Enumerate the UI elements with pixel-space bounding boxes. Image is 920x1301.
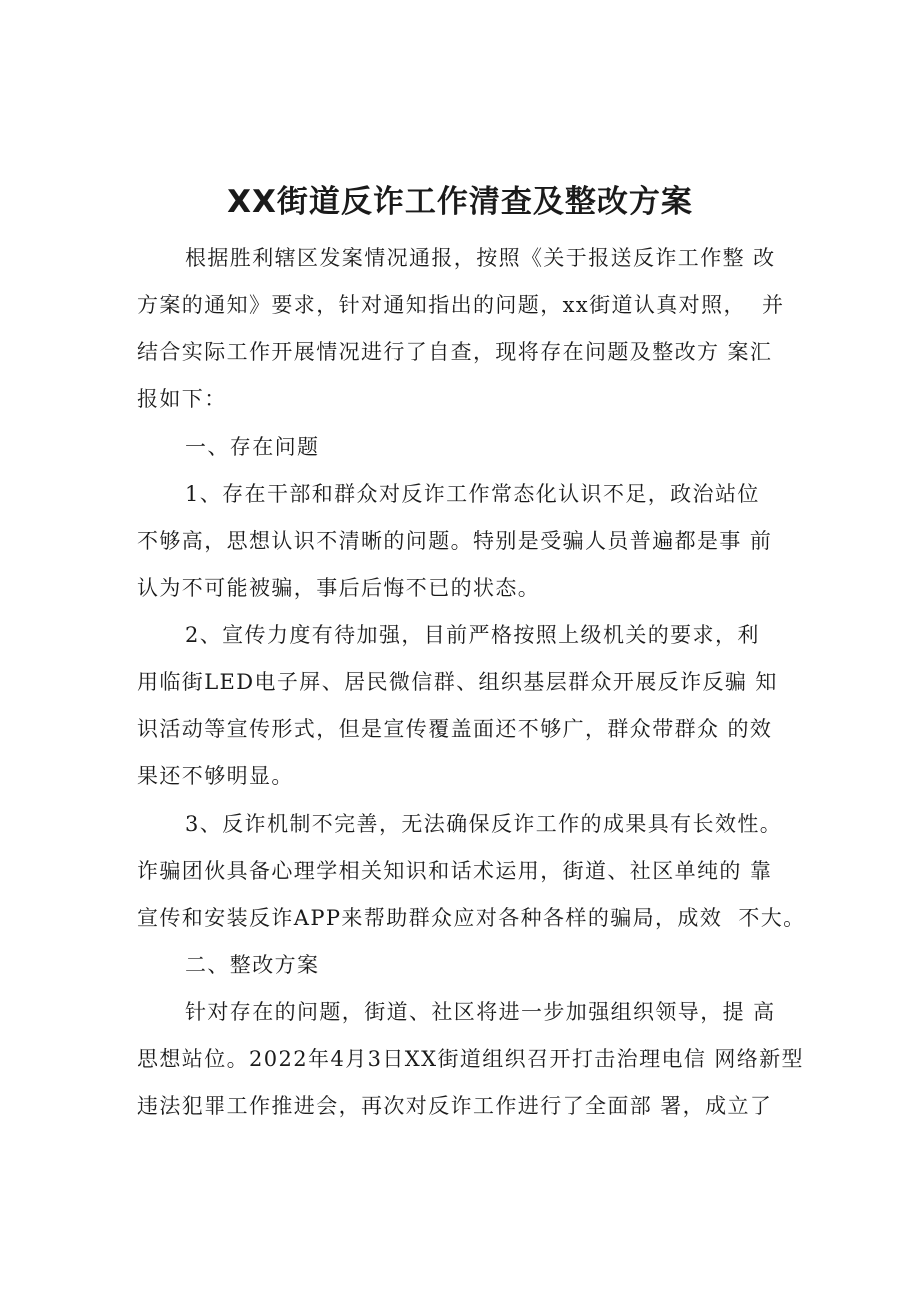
paragraph-line: 不够高，思想认识不清晰的问题。特别是受骗人员普遍都是事 前 (137, 529, 773, 553)
paragraph-line: 1、存在干部和群众对反诈工作常态化认识不足，政治站位 (185, 482, 760, 506)
paragraph-line: 认为不可能被骗，事后后悔不已的状态。 (137, 576, 541, 600)
paragraph-line: 根据胜利辖区发案情况通报，按照《关于报送反诈工作整 改 (185, 246, 776, 270)
paragraph-line: 诈骗团伙具备心理学相关知识和话术运用，街道、社区单纯的 靠 (137, 859, 773, 883)
paragraph-line: 识活动等宣传形式，但是宣传覆盖面还不够广，群众带群众 的效 (137, 717, 773, 741)
paragraph-line: 宣传和安装反诈APP来帮助群众应对各种各样的骗局，成效 不大。 (137, 906, 806, 930)
paragraph-line: 用临街LED电子屏、居民微信群、组织基层群众开展反诈反骗 知 (137, 670, 778, 694)
section-heading: 二、整改方案 (185, 953, 320, 977)
paragraph-line: 思想站位。2022年4月3日XX街道组织召开打击治理电信 网络新型 (137, 1047, 804, 1071)
paragraph-line: 方案的通知》要求，针对通知指出的问题，xx街道认真对照， 并 (137, 293, 785, 317)
paragraph-line: 3、反诈机制不完善，无法确保反诈工作的成果具有长效性。 (185, 812, 783, 836)
paragraph-line: 违法犯罪工作推进会，再次对反诈工作进行了全面部 署，成立了 (137, 1094, 773, 1118)
paragraph-line: 果还不够明显。 (137, 764, 294, 788)
paragraph-line: 针对存在的问题，街道、社区将进一步加强组织领导，提 高 (185, 1000, 776, 1024)
document-title: XX街道反诈工作清查及整改方案 (227, 184, 693, 220)
paragraph-line: 报如下： (137, 387, 227, 411)
section-heading: 一、存在问题 (185, 435, 320, 459)
paragraph-line: 结合实际工作开展情况进行了自查，现将存在问题及整改方 案汇 (137, 340, 773, 364)
paragraph-line: 2、宣传力度有待加强，目前严格按照上级机关的要求，利 (185, 623, 760, 647)
